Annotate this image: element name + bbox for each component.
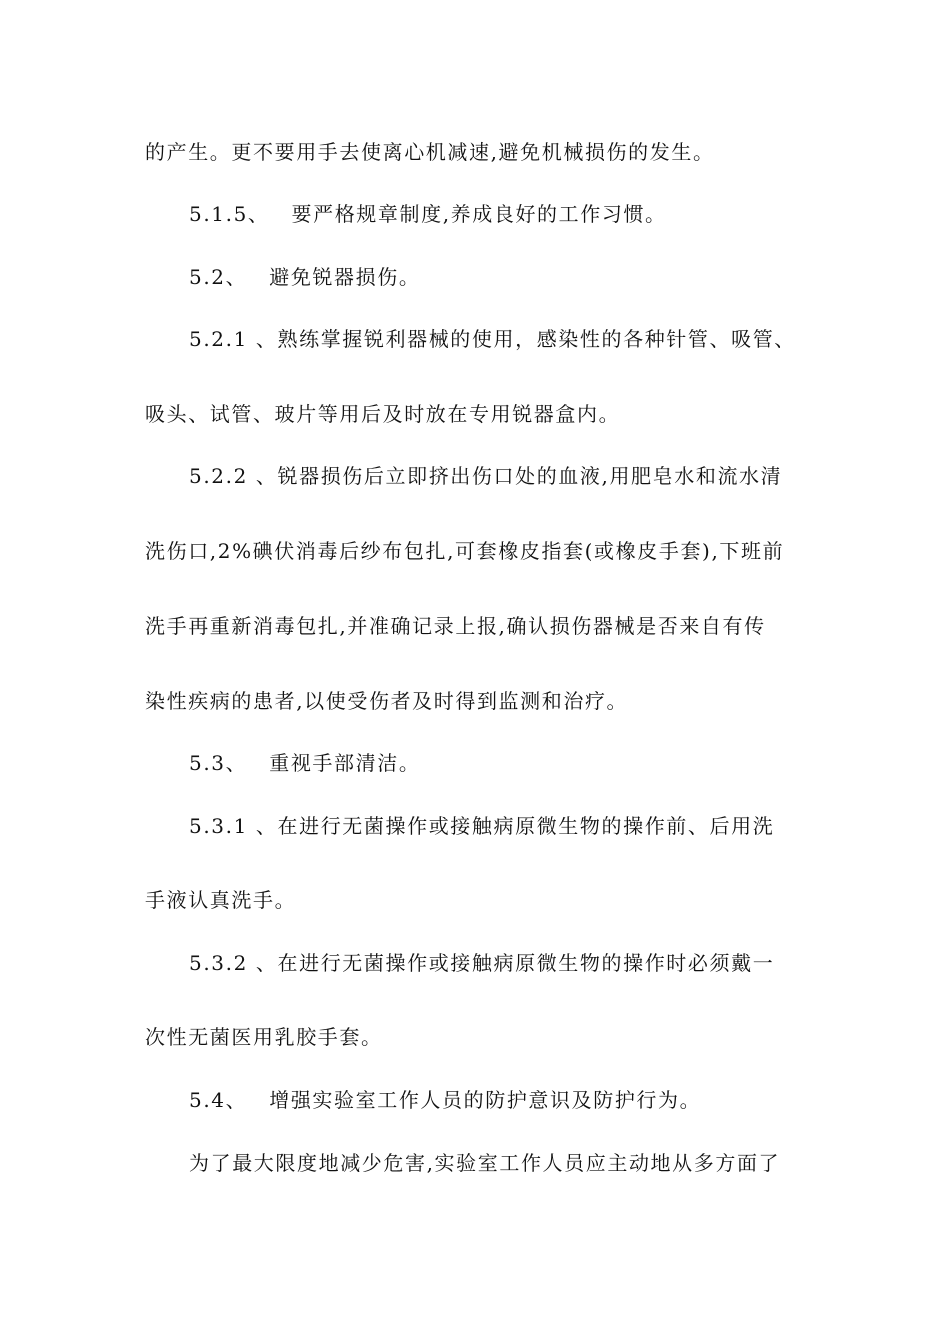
section-number: 5.2.2: [189, 464, 248, 488]
section-number: 5.2、: [189, 265, 248, 289]
line-text: 次性无菌医用乳胶手套。: [145, 1025, 383, 1049]
paragraph-line: [145, 689, 825, 713]
line-text: 洗伤口,2%碘伏消毒后纱布包扎,可套橡皮指套(或橡皮手套),下班前: [145, 539, 785, 563]
paragraph-line: [145, 539, 825, 563]
line-text: 为了最大限度地减少危害,实验室工作人员应主动地从多方面了: [189, 1151, 781, 1175]
section-number: 5.4、: [189, 1088, 248, 1112]
section-heading-5-3-2: [189, 951, 869, 975]
section-heading-5-1-5: [189, 202, 869, 226]
line-text: 手液认真洗手。: [145, 888, 297, 912]
paragraph-line: [145, 1025, 825, 1049]
section-title: 要严格规章制度,养成良好的工作习惯。: [291, 202, 667, 226]
section-text: 、锐器损伤后立即挤出伤口处的血液,用肥皂水和流水清: [255, 464, 783, 488]
section-heading-5-3: [189, 751, 869, 775]
section-number: 5.2.1: [189, 327, 248, 351]
line-text: 吸头、试管、玻片等用后及时放在专用锐器盒内。: [145, 402, 621, 426]
section-text: 、在进行无菌操作或接触病原微生物的操作前、后用洗: [255, 814, 775, 838]
line-text: 染性疾病的患者,以使受伤者及时得到监测和治疗。: [145, 689, 629, 713]
paragraph-line: [145, 614, 825, 638]
paragraph-line: [189, 1151, 869, 1175]
paragraph-line: [145, 140, 825, 164]
section-text: 、熟练掌握锐利器械的使用，感染性的各种针管、吸管、: [255, 327, 796, 351]
section-title: 重视手部清洁。: [269, 751, 421, 775]
section-heading-5-4: [189, 1088, 869, 1112]
section-heading-5-2-2: [189, 464, 869, 488]
paragraph-line: [145, 402, 825, 426]
section-text: 、在进行无菌操作或接触病原微生物的操作时必须戴一: [255, 951, 775, 975]
section-number: 5.3.1: [189, 814, 248, 838]
section-heading-5-2: [189, 265, 869, 289]
paragraph-line: [145, 888, 825, 912]
section-number: 5.3、: [189, 751, 248, 775]
section-title: 避免锐器损伤。: [269, 265, 421, 289]
section-heading-5-2-1: [189, 327, 869, 351]
section-number: 5.3.2: [189, 951, 248, 975]
line-text: 洗手再重新消毒包扎,并准确记录上报,确认损伤器械是否来自有传: [145, 614, 766, 638]
section-number: 5.1.5、: [189, 202, 270, 226]
section-title: 增强实验室工作人员的防护意识及防护行为。: [269, 1088, 702, 1112]
section-heading-5-3-1: [189, 814, 869, 838]
line-text: 的产生。更不要用手去使离心机减速,避免机械损伤的发生。: [145, 140, 715, 164]
